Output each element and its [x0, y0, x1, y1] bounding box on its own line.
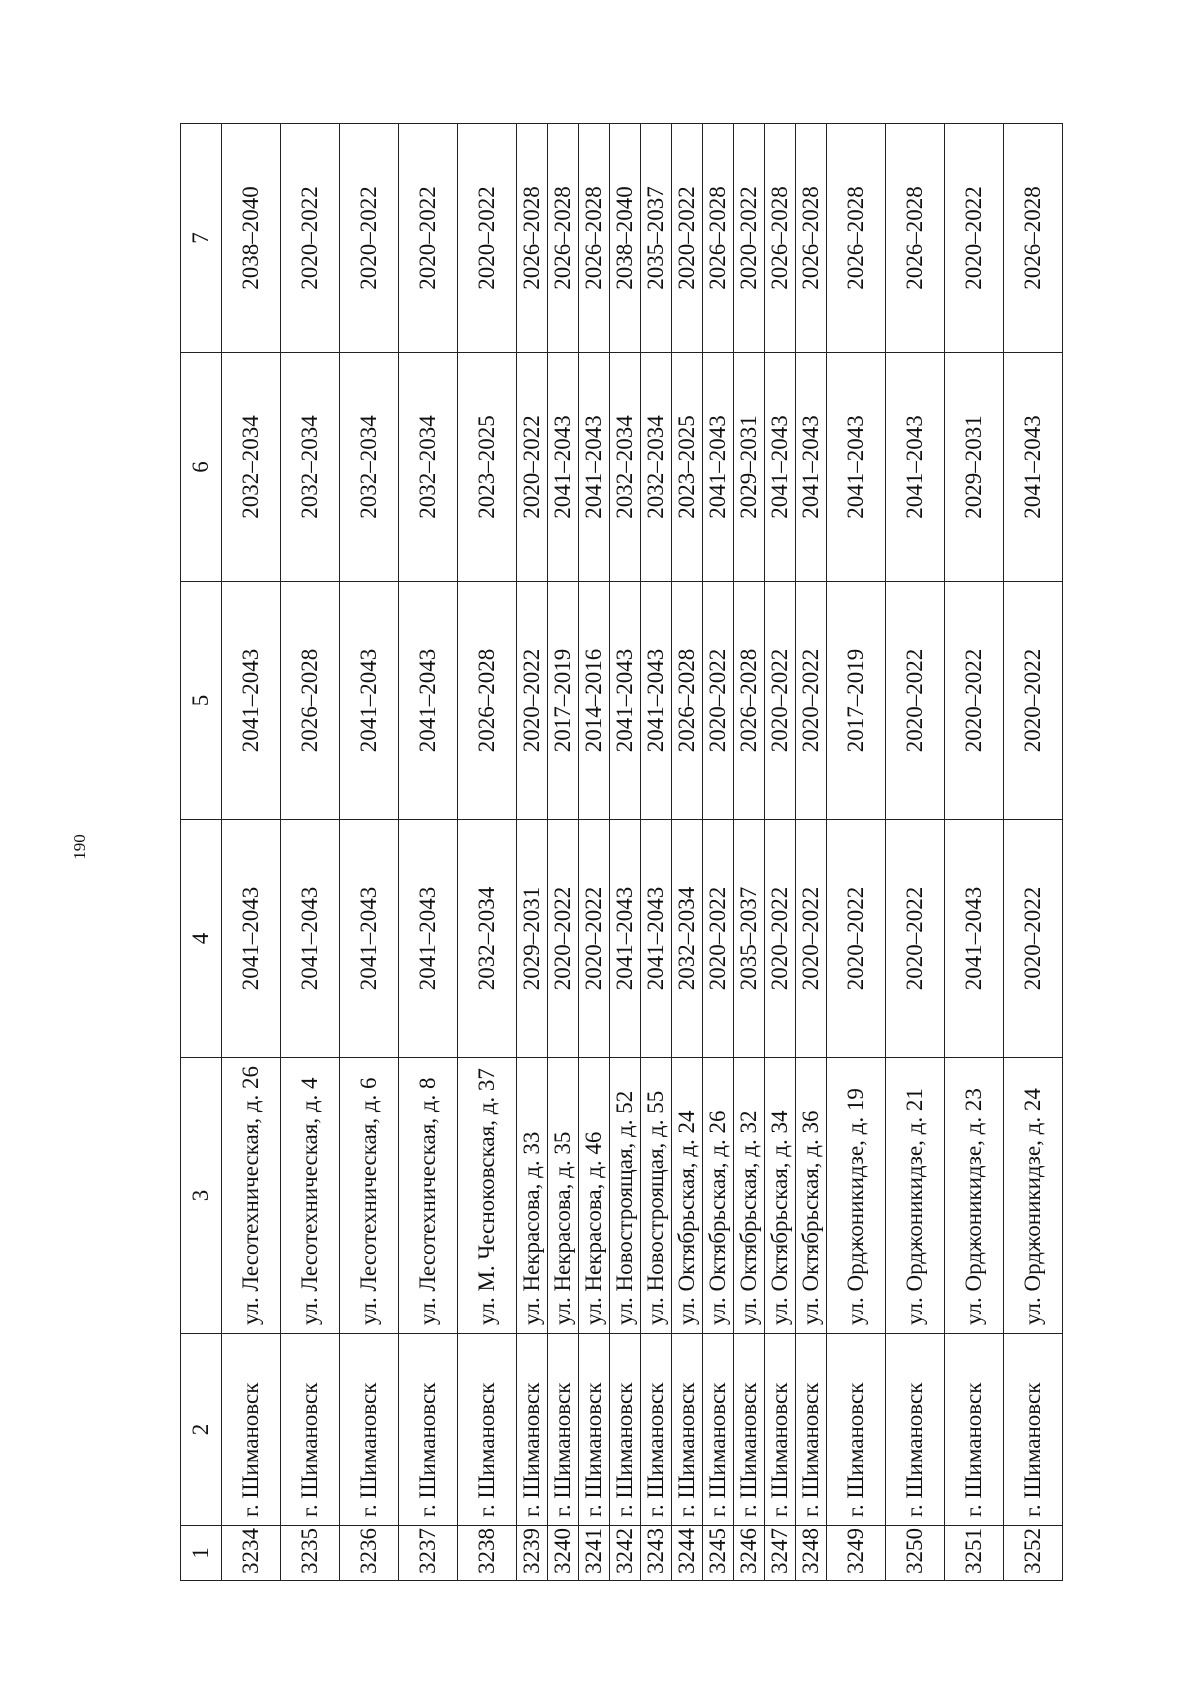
address-cell: ул. Орджоникидзе, д. 24 [1004, 1058, 1063, 1334]
address-cell: ул. Лесотехническая, д. 6 [340, 1058, 399, 1334]
period-col-5-cell: 2020–2022 [886, 582, 945, 820]
row-number-cell: 3246 [734, 1526, 765, 1581]
data-table [180, 123, 1063, 1581]
period-col-5-cell: 2041–2043 [222, 582, 281, 820]
table-body [222, 124, 1063, 1581]
row-number-cell: 3252 [1004, 1526, 1063, 1581]
row-number-cell: 3251 [945, 1526, 1004, 1581]
row-number-cell: 3241 [579, 1526, 610, 1581]
table-row [458, 124, 517, 1581]
city-cell: г. Шимановск [340, 1334, 399, 1526]
period-col-7-cell: 2020–2022 [672, 124, 703, 353]
table-row [579, 124, 610, 1581]
period-col-5-cell: 2026–2028 [734, 582, 765, 820]
row-number-cell: 3242 [610, 1526, 641, 1581]
period-col-7-cell: 2035–2037 [641, 124, 672, 353]
period-col-5-cell: 2026–2028 [281, 582, 340, 820]
period-col-4-cell: 2032–2034 [458, 820, 517, 1058]
period-col-6-cell: 2032–2034 [340, 353, 399, 582]
period-col-4-cell: 2020–2022 [703, 820, 734, 1058]
period-col-4-cell: 2041–2043 [281, 820, 340, 1058]
address-cell: ул. Новостроящая, д. 52 [610, 1058, 641, 1334]
table-row [517, 124, 548, 1581]
period-col-6-cell: 2041–2043 [1004, 353, 1063, 582]
period-col-5-cell: 2026–2028 [672, 582, 703, 820]
period-col-7-cell: 2038–2040 [610, 124, 641, 353]
period-col-5-cell: 2020–2022 [796, 582, 827, 820]
table-row [399, 124, 458, 1581]
period-col-7-cell: 2026–2028 [548, 124, 579, 353]
city-cell: г. Шимановск [1004, 1334, 1063, 1526]
header-row [181, 124, 222, 1581]
address-cell: ул. Октябрьская, д. 26 [703, 1058, 734, 1334]
table-row [734, 124, 765, 1581]
period-col-6-cell: 2041–2043 [827, 353, 886, 582]
period-col-6-cell: 2032–2034 [399, 353, 458, 582]
period-col-4-cell: 2020–2022 [548, 820, 579, 1058]
header-col-4: 4 [181, 820, 222, 1058]
period-col-7-cell: 2020–2022 [734, 124, 765, 353]
period-col-6-cell: 2041–2043 [579, 353, 610, 582]
period-col-6-cell: 2023–2025 [672, 353, 703, 582]
city-cell: г. Шимановск [548, 1334, 579, 1526]
period-col-6-cell: 2041–2043 [765, 353, 796, 582]
period-col-4-cell: 2020–2022 [827, 820, 886, 1058]
row-number-cell: 3238 [458, 1526, 517, 1581]
period-col-6-cell: 2032–2034 [641, 353, 672, 582]
row-number-cell: 3243 [641, 1526, 672, 1581]
row-number-cell: 3247 [765, 1526, 796, 1581]
row-number-cell: 3244 [672, 1526, 703, 1581]
period-col-4-cell: 2041–2043 [641, 820, 672, 1058]
period-col-6-cell: 2041–2043 [703, 353, 734, 582]
period-col-5-cell: 2020–2022 [703, 582, 734, 820]
period-col-6-cell: 2032–2034 [222, 353, 281, 582]
period-col-4-cell: 2029–2031 [517, 820, 548, 1058]
period-col-6-cell: 2041–2043 [886, 353, 945, 582]
period-col-4-cell: 2020–2022 [886, 820, 945, 1058]
city-cell: г. Шимановск [222, 1334, 281, 1526]
address-cell: ул. Октябрьская, д. 36 [796, 1058, 827, 1334]
address-cell: ул. Лесотехническая, д. 4 [281, 1058, 340, 1334]
period-col-5-cell: 2026–2028 [458, 582, 517, 820]
header-col-1: 1 [181, 1526, 222, 1581]
address-cell: ул. Орджоникидзе, д. 23 [945, 1058, 1004, 1334]
table-row [672, 124, 703, 1581]
period-col-4-cell: 2041–2043 [399, 820, 458, 1058]
row-number-cell: 3248 [796, 1526, 827, 1581]
address-cell: ул. Орджоникидзе, д. 21 [886, 1058, 945, 1334]
row-number-cell: 3249 [827, 1526, 886, 1581]
period-col-6-cell: 2023–2025 [458, 353, 517, 582]
address-cell: ул. Октябрьская, д. 32 [734, 1058, 765, 1334]
row-number-cell: 3236 [340, 1526, 399, 1581]
row-number-cell: 3234 [222, 1526, 281, 1581]
period-col-5-cell: 2014–2016 [579, 582, 610, 820]
address-cell: ул. Некрасова, д. 46 [579, 1058, 610, 1334]
period-col-4-cell: 2032–2034 [672, 820, 703, 1058]
period-col-7-cell: 2020–2022 [340, 124, 399, 353]
period-col-7-cell: 2026–2028 [579, 124, 610, 353]
table-row [281, 124, 340, 1581]
city-cell: г. Шимановск [610, 1334, 641, 1526]
row-number-cell: 3239 [517, 1526, 548, 1581]
period-col-5-cell: 2041–2043 [641, 582, 672, 820]
period-col-4-cell: 2041–2043 [610, 820, 641, 1058]
period-col-7-cell: 2026–2028 [765, 124, 796, 353]
header-col-2: 2 [181, 1334, 222, 1526]
city-cell: г. Шимановск [399, 1334, 458, 1526]
period-col-5-cell: 2020–2022 [765, 582, 796, 820]
period-col-5-cell: 2020–2022 [1004, 582, 1063, 820]
header-col-6: 6 [181, 353, 222, 582]
city-cell: г. Шимановск [703, 1334, 734, 1526]
period-col-6-cell: 2041–2043 [796, 353, 827, 582]
address-cell: ул. Новостроящая, д. 55 [641, 1058, 672, 1334]
city-cell: г. Шимановск [517, 1334, 548, 1526]
table-row [765, 124, 796, 1581]
row-number-cell: 3237 [399, 1526, 458, 1581]
period-col-7-cell: 2038–2040 [222, 124, 281, 353]
table-row [886, 124, 945, 1581]
period-col-4-cell: 2035–2037 [734, 820, 765, 1058]
row-number-cell: 3235 [281, 1526, 340, 1581]
city-cell: г. Шимановск [827, 1334, 886, 1526]
rotated-table-container [180, 124, 1140, 1581]
city-cell: г. Шимановск [796, 1334, 827, 1526]
city-cell: г. Шимановск [458, 1334, 517, 1526]
city-cell: г. Шимановск [579, 1334, 610, 1526]
row-number-cell: 3245 [703, 1526, 734, 1581]
table-row [641, 124, 672, 1581]
period-col-5-cell: 2041–2043 [399, 582, 458, 820]
period-col-4-cell: 2041–2043 [340, 820, 399, 1058]
period-col-4-cell: 2041–2043 [945, 820, 1004, 1058]
table-row [796, 124, 827, 1581]
period-col-7-cell: 2026–2028 [886, 124, 945, 353]
city-cell: г. Шимановск [945, 1334, 1004, 1526]
period-col-7-cell: 2020–2022 [281, 124, 340, 353]
table-row [222, 124, 281, 1581]
row-number-cell: 3240 [548, 1526, 579, 1581]
page-number: 190 [70, 834, 89, 860]
period-col-7-cell: 2026–2028 [1004, 124, 1063, 353]
period-col-4-cell: 2041–2043 [222, 820, 281, 1058]
city-cell: г. Шимановск [765, 1334, 796, 1526]
city-cell: г. Шимановск [886, 1334, 945, 1526]
period-col-5-cell: 2017–2019 [827, 582, 886, 820]
address-cell: ул. Некрасова, д. 33 [517, 1058, 548, 1334]
table-row [340, 124, 399, 1581]
header-col-7: 7 [181, 124, 222, 353]
address-cell: ул. Некрасова, д. 35 [548, 1058, 579, 1334]
period-col-5-cell: 2041–2043 [610, 582, 641, 820]
table-row [548, 124, 579, 1581]
period-col-7-cell: 2026–2028 [703, 124, 734, 353]
period-col-7-cell: 2026–2028 [517, 124, 548, 353]
period-col-4-cell: 2020–2022 [579, 820, 610, 1058]
header-col-3: 3 [181, 1058, 222, 1334]
row-number-cell: 3250 [886, 1526, 945, 1581]
period-col-4-cell: 2020–2022 [765, 820, 796, 1058]
period-col-5-cell: 2020–2022 [945, 582, 1004, 820]
period-col-7-cell: 2020–2022 [399, 124, 458, 353]
period-col-5-cell: 2020–2022 [517, 582, 548, 820]
table-row [703, 124, 734, 1581]
period-col-6-cell: 2029–2031 [734, 353, 765, 582]
address-cell: ул. Октябрьская, д. 34 [765, 1058, 796, 1334]
address-cell: ул. М. Чесноковская, д. 37 [458, 1058, 517, 1334]
period-col-7-cell: 2026–2028 [796, 124, 827, 353]
table-header [181, 124, 222, 1581]
address-cell: ул. Орджоникидзе, д. 19 [827, 1058, 886, 1334]
table-row [1004, 124, 1063, 1581]
period-col-5-cell: 2017–2019 [548, 582, 579, 820]
city-cell: г. Шимановск [641, 1334, 672, 1526]
table-row [827, 124, 886, 1581]
address-cell: ул. Октябрьская, д. 24 [672, 1058, 703, 1334]
table-row [945, 124, 1004, 1581]
period-col-6-cell: 2032–2034 [281, 353, 340, 582]
period-col-6-cell: 2041–2043 [548, 353, 579, 582]
period-col-6-cell: 2032–2034 [610, 353, 641, 582]
address-cell: ул. Лесотехническая, д. 8 [399, 1058, 458, 1334]
period-col-6-cell: 2029–2031 [945, 353, 1004, 582]
header-col-5: 5 [181, 582, 222, 820]
period-col-7-cell: 2020–2022 [458, 124, 517, 353]
address-cell: ул. Лесотехническая, д. 26 [222, 1058, 281, 1334]
period-col-7-cell: 2026–2028 [827, 124, 886, 353]
period-col-6-cell: 2020–2022 [517, 353, 548, 582]
city-cell: г. Шимановск [281, 1334, 340, 1526]
period-col-4-cell: 2020–2022 [796, 820, 827, 1058]
period-col-5-cell: 2041–2043 [340, 582, 399, 820]
table-row [610, 124, 641, 1581]
period-col-4-cell: 2020–2022 [1004, 820, 1063, 1058]
city-cell: г. Шимановск [672, 1334, 703, 1526]
period-col-7-cell: 2020–2022 [945, 124, 1004, 353]
city-cell: г. Шимановск [734, 1334, 765, 1526]
